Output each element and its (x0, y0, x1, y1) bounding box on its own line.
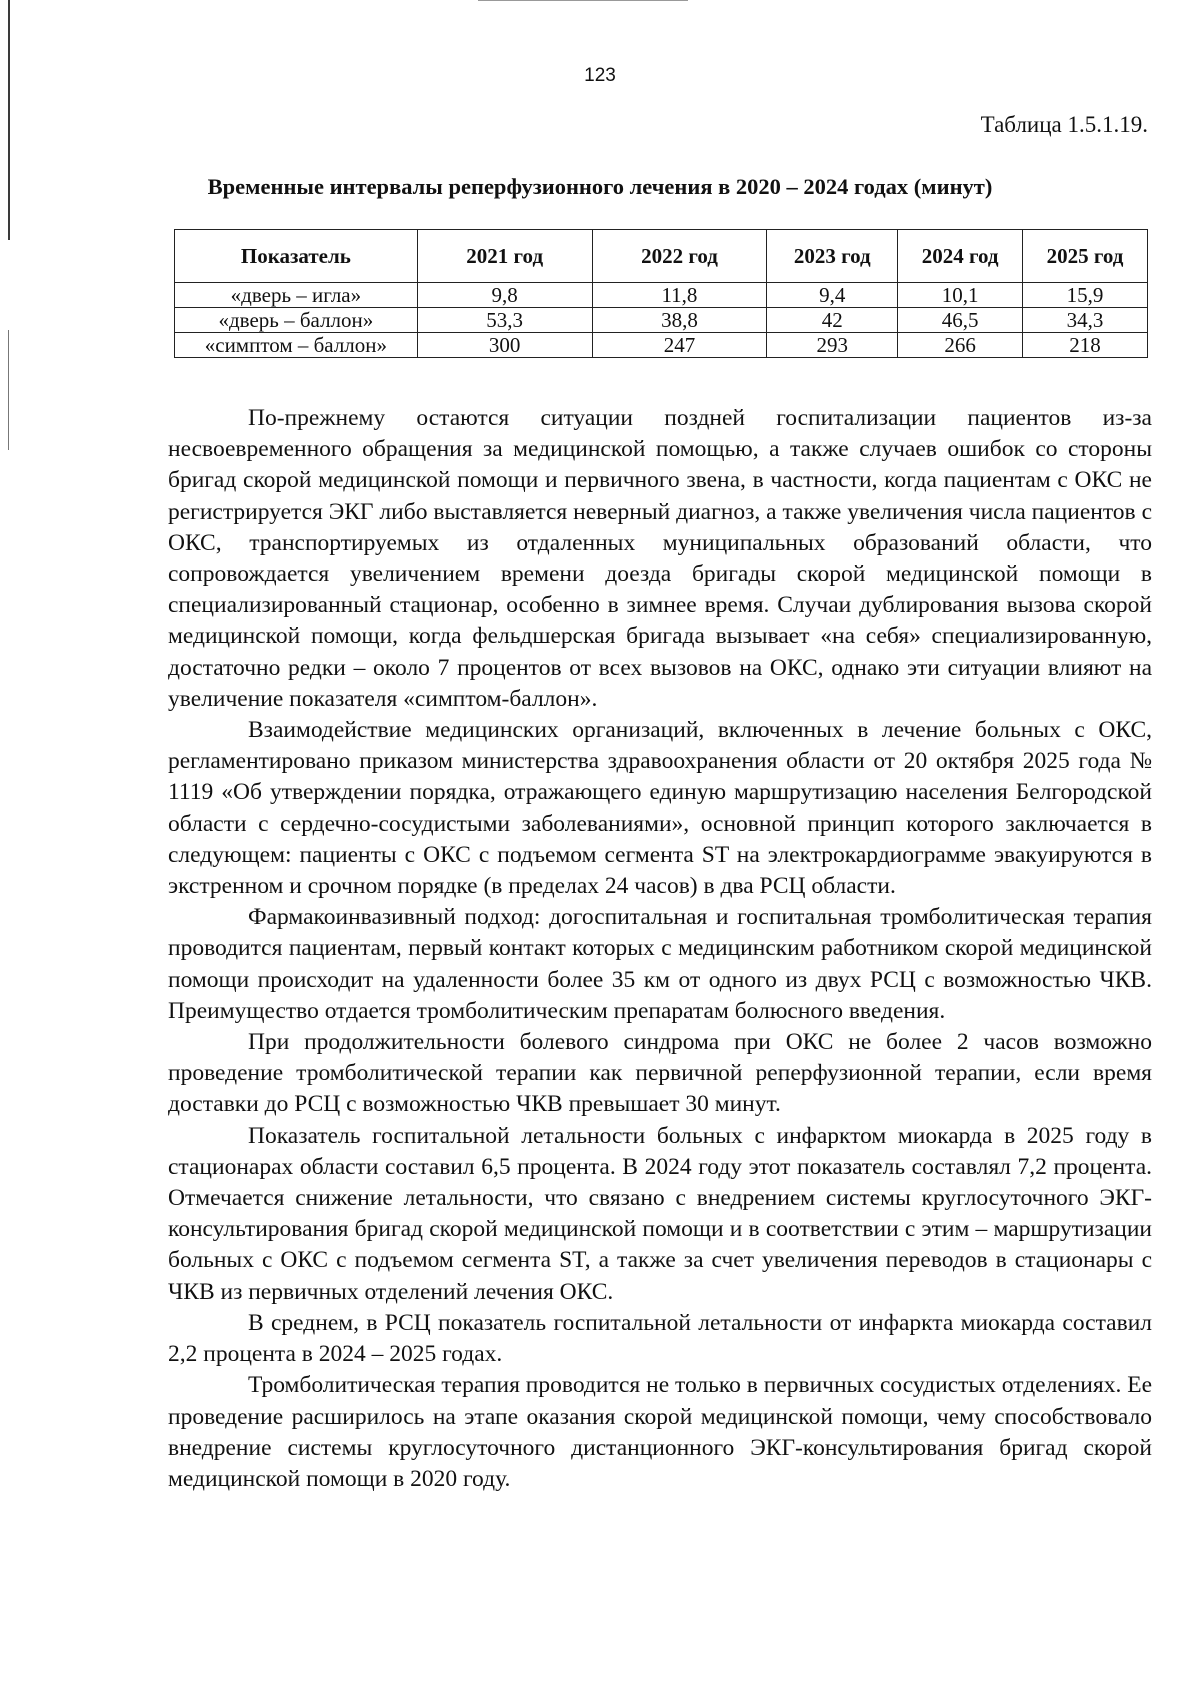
paragraph: Фармакоинвазивный подход: догоспитальная и госпитальная тромболитическая терапия проводится пациентам, первый контакт которых с медицинским работником скорой медицинской помощи происходит на удаленности более 35 км от одного из двух РСЦ с возможностью ЧКВ. Преимущество отдается тромболитическим препаратам болюсного введения. (168, 904, 1152, 1024)
paragraph: Показатель госпитальной летальности больных с инфарктом миокарда в 2025 году в стационарах области составил 6,5 процента. В 2024 году этот показатель составлял 7,2 процента. Отмечается снижение летальности, что связано с внедрением системы круглосуточного ЭКГ-консультирования бригад скорой медицинской помощи и в соответствии с этим – маршрутизации больных с ОКС с подъемом сегмента ST, а также за счет увеличения переводов в стационары с ЧКВ из первичных отделений лечения ОКС. (168, 1122, 1152, 1305)
table-cell: 11,8 (592, 283, 767, 308)
header-2024: 2024 год (898, 230, 1023, 283)
table-header-row (175, 230, 1148, 283)
header-2021: 2021 год (417, 230, 592, 283)
table-cell: 46,5 (898, 308, 1023, 333)
table-cell: 42 (767, 308, 898, 333)
table-cell: 9,4 (767, 283, 898, 308)
page-number: 123 (584, 65, 616, 86)
table-cell: 9,8 (417, 283, 592, 308)
table-row (175, 283, 1148, 308)
data-table (174, 229, 1148, 358)
paragraph: По-прежнему остаются ситуации поздней госпитализации пациентов из-за несвоевременного обращения за медицинской помощью, а также случаев ошибок со стороны бригад скорой медицинской помощи и первичного звена, в частности, когда пациентам с ОКС не регистрируется ЭКГ либо выставляется неверный диагноз, а также увеличения числа пациентов с ОКС, транспортируемых из отдаленных муниципальных образований области, что сопровождается увеличением времени доезда бригады скорой медицинской помощи в специализированный стационар, особенно в зимнее время. Случаи дублирования вызова скорой медицинской помощи, когда фельдшерская бригада вызывает «на себя» специализированную, достаточно редки – около 7 процентов от всех вызовов на ОКС, однако эти ситуации влияют на увеличение показателя «симптом-баллон». (168, 405, 1152, 712)
table-row (175, 333, 1148, 358)
header-2023: 2023 год (767, 230, 898, 283)
paragraph: Тромболитическая терапия проводится не только в первичных сосудистых отделениях. Ее проведение расширилось на этапе оказания скорой медицинской помощи, чему способствовало внедрение системы круглосуточного дистанционного ЭКГ-консультирования бригад скорой медицинской помощи в 2020 году. (168, 1372, 1152, 1492)
table-title: Временные интервалы реперфузионного лечения в 2020 – 2024 годах (минут) (207, 174, 993, 199)
row-label: «симптом – баллон» (175, 333, 418, 358)
scan-border-top (478, 0, 688, 1)
table-row (175, 308, 1148, 333)
table-cell: 247 (592, 333, 767, 358)
scan-border-left-lower (8, 330, 9, 450)
table-cell: 15,9 (1023, 283, 1148, 308)
table-cell: 300 (417, 333, 592, 358)
table-cell: 266 (898, 333, 1023, 358)
header-indicator: Показатель (175, 230, 418, 283)
table-caption: Таблица 1.5.1.19. (980, 112, 1148, 137)
paragraph: При продолжительности болевого синдрома при ОКС не более 2 часов возможно проведение тромболитической терапии как первичной реперфузионной терапии, если время доставки до РСЦ с возможностью ЧКВ превышает 30 минут. (168, 1029, 1152, 1118)
row-label: «дверь – баллон» (175, 308, 418, 333)
row-label: «дверь – игла» (175, 283, 418, 308)
table-cell: 293 (767, 333, 898, 358)
table-cell: 38,8 (592, 308, 767, 333)
body-text (168, 403, 1152, 1495)
header-2022: 2022 год (592, 230, 767, 283)
table-cell: 53,3 (417, 308, 592, 333)
scan-border-left (8, 0, 10, 240)
paragraph: В среднем, в РСЦ показатель госпитальной летальности от инфаркта миокарда составил 2,2 процента в 2024 – 2025 годах. (168, 1309, 1152, 1368)
table-cell: 34,3 (1023, 308, 1148, 333)
paragraph: Взаимодействие медицинских организаций, включенных в лечение больных с ОКС, регламентировано приказом министерства здравоохранения области от 20 октября 2025 года № 1119 «Об утверждении порядка, отражающего единую маршрутизацию населения Белгородской области с сердечно-сосудистыми заболеваниями», основной принцип которого заключается в следующем: пациенты с ОКС с подъемом сегмента ST на электрокардиограмме эвакуируются в экстренном и срочном порядке (в пределах 24 часов) в два РСЦ области. (168, 717, 1152, 900)
table-cell: 218 (1023, 333, 1148, 358)
table-cell: 10,1 (898, 283, 1023, 308)
header-2025: 2025 год (1023, 230, 1148, 283)
